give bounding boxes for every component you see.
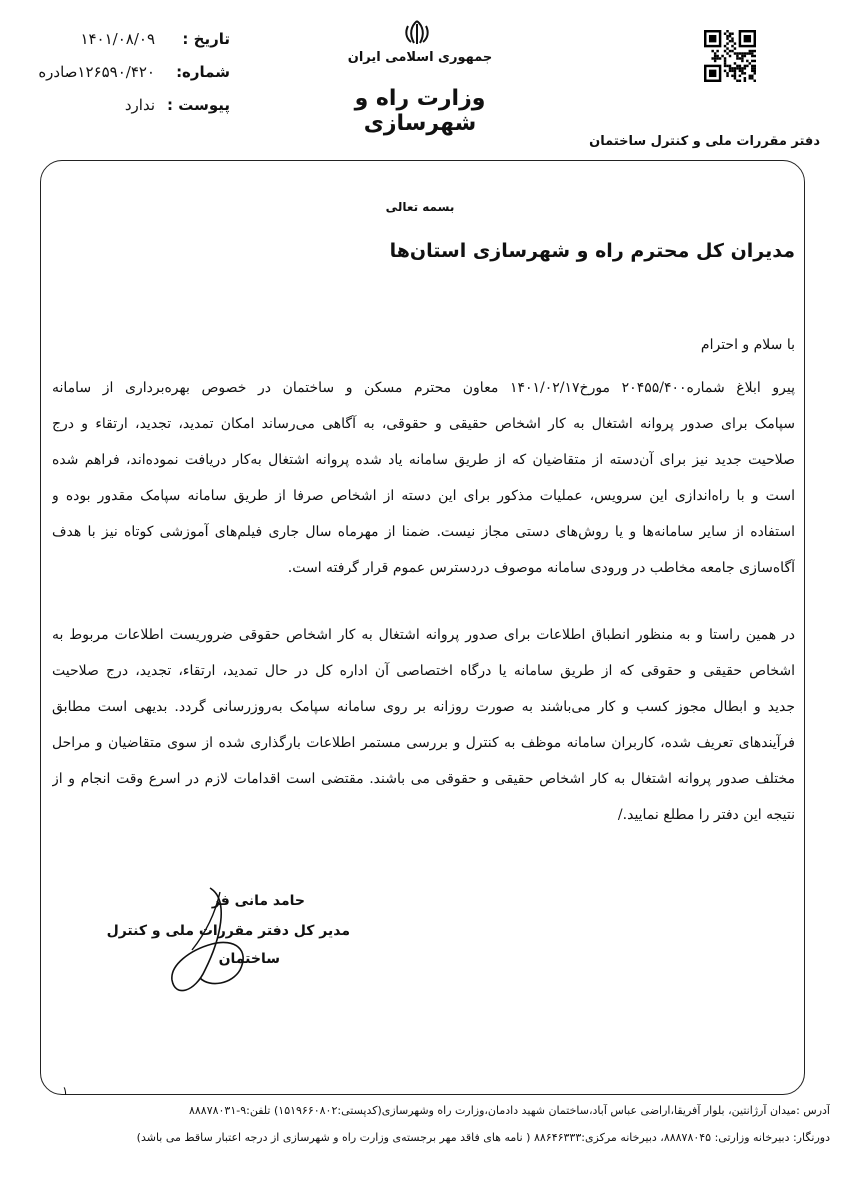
- ministry-title: وزارت راه و شهرسازی: [354, 86, 486, 136]
- paragraph-line: جدید و ابطال مجوز کسب و کار می‌باشند به صورت روزانه بر روی سامانه سپامک به‌روزرسانی گردد. بدیهی است مطابق: [52, 699, 795, 715]
- signer-title-1: مدیر کل دفتر مقررات ملی و کنترل: [106, 923, 350, 939]
- paragraph-line: مختلف صدور پروانه اشتغال به کار اشخاص حقیقی و حقوقی می باشند. مقتضی است اقدامات لازم در اسرع وقت انجام و از: [52, 771, 795, 787]
- paragraph-1: [52, 370, 795, 586]
- paragraph-line: فرآیندهای تعریف شده، کاربران سامانه موظف به کنترل و بررسی مستمر اطلاعات بارگذاری شده از سوی متقاضیان و مراحل: [52, 735, 795, 751]
- greeting: با سلام و احترام: [700, 337, 795, 353]
- paragraph-line: پیرو ابلاغ شماره۲۰۴۵۵/۴۰۰ مورخ۱۴۰۱/۰۲/۱۷ معاون محترم مسکن و ساختمان در خصوص بهره‌برداری از سامانه: [52, 380, 795, 396]
- date-row: [30, 30, 230, 56]
- addressee: مدیران کل محترم راه و شهرسازی استان‌ها: [389, 240, 795, 262]
- iran-emblem-icon: [402, 18, 432, 48]
- republic-title: جمهوری اسلامی ایران: [347, 50, 493, 65]
- office-title: دفتر مقررات ملی و کنترل ساختمان: [589, 134, 820, 149]
- signer-block: [106, 893, 350, 967]
- paragraph-line: صلاحیت جدید نیز برای آن‌دسته از متقاضیان که از طریق سامانه یاد شده پروانه اشتغال به‌کار دریافت نموده‌اند، فراهم شده: [52, 452, 795, 468]
- qr-code-icon: [704, 30, 756, 82]
- date-label: تاریخ :: [182, 30, 230, 48]
- signer-name: حامد مانی فر: [211, 893, 305, 909]
- date-value: ۱۴۰۱/۰۸/۰۹: [80, 30, 155, 48]
- number-row: [30, 63, 230, 89]
- page-number: ۱: [62, 1084, 69, 1098]
- paragraph-line: نتیجه این دفتر را مطلع نمایید./: [617, 807, 795, 823]
- footer-fax: دورنگار: دبیرخانه وزارتی: ۸۸۸۷۸۰۴۵، دبیرخانه مرکزی:۸۸۶۴۶۳۳۳ ( نامه های فاقد مهر برجسته‌ی وزارت راه و شهرسازی از درجه اعتبار ساقط می باشد): [136, 1131, 830, 1144]
- attachment-value: ندارد: [124, 96, 155, 114]
- number-value: ۱۲۶۵۹۰/۴۲۰صادره: [38, 63, 155, 81]
- attachment-row: [30, 96, 230, 122]
- paragraph-line: اشخاص حقیقی و حقوقی که از طریق سامانه یا درگاه اختصاصی آن اداره کل در حال تمدید، ارتقاء، تجدید، درج صلاحیت: [52, 663, 795, 679]
- paragraph-line: است و با راه‌اندازی این سرویس، عملیات مذکور برای این دسته از اشخاص صرفا از طریق سامانه سپامک مقدور بوده و: [52, 488, 795, 504]
- basmala: بسمه تعالی: [385, 200, 455, 214]
- number-label: شماره:: [176, 63, 230, 81]
- paragraph-2: [52, 617, 795, 833]
- paragraph-line: سپامک برای صدور پروانه اشتغال به کار اشخاص حقیقی و حقوقی، به آگاهی می‌رساند امکان تمدید، تجدید، ارتقاء و درج: [52, 416, 795, 432]
- paragraph-line: در همین راستا و به منظور انطباق اطلاعات برای صدور پروانه اشتغال به کار اشخاص حقوقی ضروریست اطلاعات مربوط به: [52, 627, 795, 643]
- paragraph-line: آگاه‌سازی جامعه مخاطب در ورودی سامانه موصوف دردسترس عموم قرار گرفته است.: [287, 560, 795, 576]
- paragraph-line: استفاده از سایر سامانه‌ها و یا روش‌های دستی مجاز نیست. ضمنا از مهرماه سال جاری فیلم‌های آموزشی کوتاه نیز با هدف: [52, 524, 795, 540]
- signer-title-2: ساختمان: [218, 951, 280, 967]
- attachment-label: پیوست :: [166, 96, 230, 114]
- footer-address: آدرس :میدان آرژانتین، بلوار آفریقا،اراضی عباس آباد،ساختمان شهید دادمان،وزارت راه وشهرسازی(کدپستی:۱۵۱۹۶۶۰۸۰۲) تلفن:۹-۸۸۸۷۸۰۳۱: [188, 1104, 830, 1117]
